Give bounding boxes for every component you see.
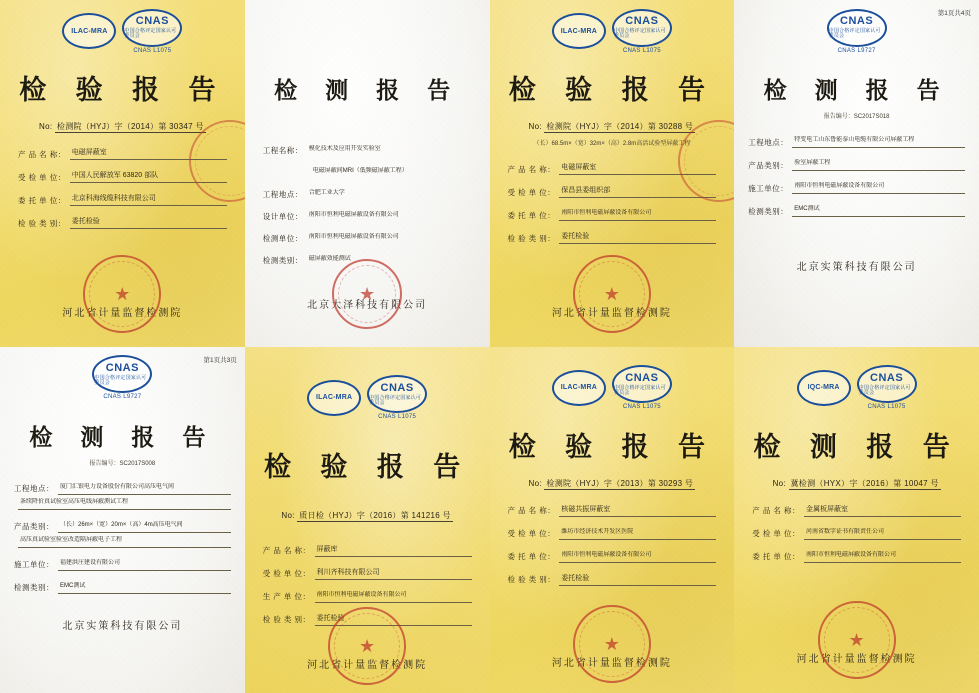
issuer-name: 北京大泽科技有限公司: [307, 299, 428, 311]
report-title: 检 测 报 告: [29, 423, 216, 451]
cnas-icon: CNAS 中国合格评定国家认可委员会: [612, 9, 672, 47]
report-title: 检 验 报 告: [508, 431, 715, 463]
field-row: 产 品 名 称： 核磁共振屏蔽室: [508, 505, 717, 517]
field-row: 检测类别： EMC测试: [14, 582, 231, 594]
field-row: 委 托 单 位： 北京科海线缆科技有限公司: [18, 194, 227, 206]
official-seal-icon: ★: [332, 259, 402, 329]
field-list: [255, 145, 480, 277]
field-row: 产 品 名 称： 电磁屏蔽室: [508, 163, 717, 175]
certificate-card-4[interactable]: [734, 0, 979, 347]
field-list: [744, 136, 969, 228]
field-row: 受 检 单 位： 利川齐科技有限公司: [263, 568, 472, 580]
field-row: 受 检 单 位： 河南省数字证书有限责任公司: [752, 528, 961, 540]
field-row: 检 验 类 别： 委托检验: [508, 232, 717, 244]
report-title: 检 验 报 告: [508, 75, 715, 106]
issuer-name: 河北省计量监督检测院: [307, 660, 428, 671]
field-row: 检测类别： 磁屏蔽效能测试: [262, 255, 351, 265]
issuer-name: 河北省计量监督检测院: [62, 307, 183, 319]
cnas-icon: CNAS 中国合格评定国家认可委员会: [122, 9, 182, 47]
field-row: 工程名称： 模化技术及应用开发实验室: [262, 145, 381, 155]
ilac-mra-icon: ILAC-MRA: [552, 370, 606, 406]
accreditation-logos: [500, 365, 725, 411]
accreditation-logos: [255, 8, 480, 54]
cnas-code: CNAS L1075: [622, 47, 661, 54]
cnas-icon: CNAS 中国合格评定国家认可委员会: [612, 365, 672, 403]
accreditation-logos: [744, 365, 969, 411]
field-row: 检 验 类 别： 委托检验: [508, 574, 717, 586]
certificate-card-7[interactable]: [490, 347, 735, 693]
iqc-mra-icon: IQC-MRA: [797, 370, 851, 406]
accreditation-logos: [10, 355, 235, 401]
report-number: No: 冀检测（HYX）字（2016）第 10047 号: [772, 478, 939, 488]
field-list: [500, 505, 725, 597]
field-list: [255, 545, 480, 637]
official-seal-icon: ★: [573, 605, 651, 683]
report-subcode: 报告编号：SC2017S008: [89, 460, 156, 467]
report-title: 检 测 报 告: [753, 431, 960, 463]
field-row: 产 品 名 称： 电磁屏蔽室: [18, 148, 227, 160]
field-row: 委 托 单 位： 南阳市恒利电磁屏蔽设备有限公司: [508, 209, 717, 221]
certificate-card-8[interactable]: [734, 347, 979, 693]
field-row: 电磁屏蔽间MRI（低频磁屏蔽工程）: [312, 168, 408, 174]
cnas-code: CNAS L1075: [867, 404, 906, 410]
official-seal-icon: ★: [328, 607, 406, 685]
report-number: No: 检测院（HYJ）字（2014）第 30288 号: [528, 122, 694, 131]
field-row: 产 品 名 称： 金属板屏蔽室: [752, 505, 961, 517]
field-row: 施工单位： 南阳市恒利电磁屏蔽设备有限公司: [748, 182, 965, 194]
ilac-mra-icon: ILAC-MRA: [552, 13, 606, 49]
field-row: 委 托 单 位： 南阳市恒利电磁屏蔽设备有限公司: [752, 551, 961, 563]
issuer-name: 河北省计量监督检测院: [796, 654, 917, 665]
field-row: 设计单位： 南阳市恒利电磁屏蔽设备有限公司: [262, 211, 399, 221]
cnas-code: CNAS L1075: [133, 47, 172, 54]
issuer-name: 河北省计量监督检测院: [551, 307, 672, 319]
report-title: 检 验 报 告: [19, 75, 226, 106]
report-title: 检 测 报 告: [763, 77, 950, 104]
certificate-card-1[interactable]: [0, 0, 245, 347]
field-row: 受 检 单 位： 保昌县委组织部: [508, 186, 717, 198]
field-row: 产品类别： 验室屏蔽工程: [748, 159, 965, 171]
issuer-name: 北京实策科技有限公司: [796, 262, 917, 273]
report-subcode: 报告编号：SC2017S018: [823, 114, 890, 120]
field-row: 工程地点： 合肥工业大学: [262, 189, 345, 199]
certificate-card-6[interactable]: [245, 347, 490, 693]
field-row: 检测类别： EMC测试: [748, 205, 965, 217]
field-row: 检测单位： 南阳市恒利电磁屏蔽设备有限公司: [262, 233, 399, 243]
field-list: [10, 483, 235, 605]
report-subcode: （长）68.5m×（宽）32m×（高）2.8m高活试验型屏蔽工程: [533, 141, 691, 147]
cnas-code: CNAS L9727: [103, 394, 142, 400]
report-title: 检 测 报 告: [274, 77, 461, 104]
report-number: No: 质日检（HYJ）字（2016）第 141216 号: [281, 510, 451, 520]
cnas-icon: CNAS 中国合格评定国家认可委员会: [367, 375, 427, 413]
accreditation-logos: [255, 375, 480, 421]
page-number: 第1页共4页: [937, 10, 971, 17]
official-seal-icon: ★: [818, 601, 896, 679]
certificate-card-5[interactable]: [0, 347, 245, 693]
field-row: 高压真试验室验室改造隔屏蔽电子工程: [14, 536, 231, 548]
accreditation-logos: [744, 8, 969, 54]
accreditation-logos: [10, 8, 235, 54]
cnas-code: CNAS L1075: [378, 414, 417, 420]
official-seal-icon: ★: [83, 255, 161, 333]
field-row: 检 验 类 别： 委托检验: [263, 614, 472, 626]
report-number: No: 检测院（HYJ）字（2014）第 30347 号: [39, 122, 204, 131]
field-list: [744, 505, 969, 574]
field-row: 工程地点： 特变电工山东鲁能泰山电缆有限公司屏蔽工程: [748, 136, 965, 148]
official-seal-icon: ★: [573, 255, 651, 333]
certificate-card-2[interactable]: [245, 0, 490, 347]
field-row: 产 品 名 称： 屏蔽库: [263, 545, 472, 557]
field-row: 施工单位： 福建洪庄建设有限公司: [14, 559, 231, 571]
ilac-mra-icon: ILAC-MRA: [62, 13, 116, 49]
report-title: 检 验 报 告: [264, 451, 471, 483]
cnas-icon: CNAS 中国合格评定国家认可委员会: [92, 355, 152, 393]
field-row: 检 验 类 别： 委托检验: [18, 217, 227, 229]
ilac-mra-icon: ILAC-MRA: [307, 380, 361, 416]
report-number: No: 检测院（HYJ）字（2013）第 30293 号: [528, 478, 694, 488]
field-row: 受 检 单 位： 中国人民解放军 63820 部队: [18, 171, 227, 183]
field-row: 生 产 单 位： 南阳市恒利电磁屏蔽设备有限公司: [263, 591, 472, 603]
field-list: [10, 148, 235, 240]
field-row: 条续降价真试验室高压电线屏蔽测试工程: [14, 498, 231, 510]
field-row: 委 托 单 位： 南阳市恒利电磁屏蔽设备有限公司: [508, 551, 717, 563]
field-list: [500, 163, 725, 255]
accreditation-logos: [500, 8, 725, 54]
cnas-code: CNAS L9727: [837, 47, 876, 54]
cnas-icon: CNAS 中国合格评定国家认可委员会: [827, 9, 887, 47]
cnas-icon: CNAS 中国合格评定国家认可委员会: [857, 365, 917, 403]
field-row: 产品类别： （长）26m×（宽）20m×（高）4m高压电气间: [14, 521, 231, 533]
certificate-card-3[interactable]: [490, 0, 735, 347]
issuer-name: 河北省计量监督检测院: [551, 658, 672, 669]
cnas-code: CNAS L1075: [622, 404, 661, 410]
field-row: 工程地点： 厦门汇银电力设备股份有限公司高压电气间: [14, 483, 231, 495]
issuer-name: 北京实策科技有限公司: [62, 621, 183, 632]
page-number: 第1页共3页: [203, 356, 237, 364]
field-row: 受 检 单 位： 潍坊市经济技术开发区医院: [508, 528, 717, 540]
